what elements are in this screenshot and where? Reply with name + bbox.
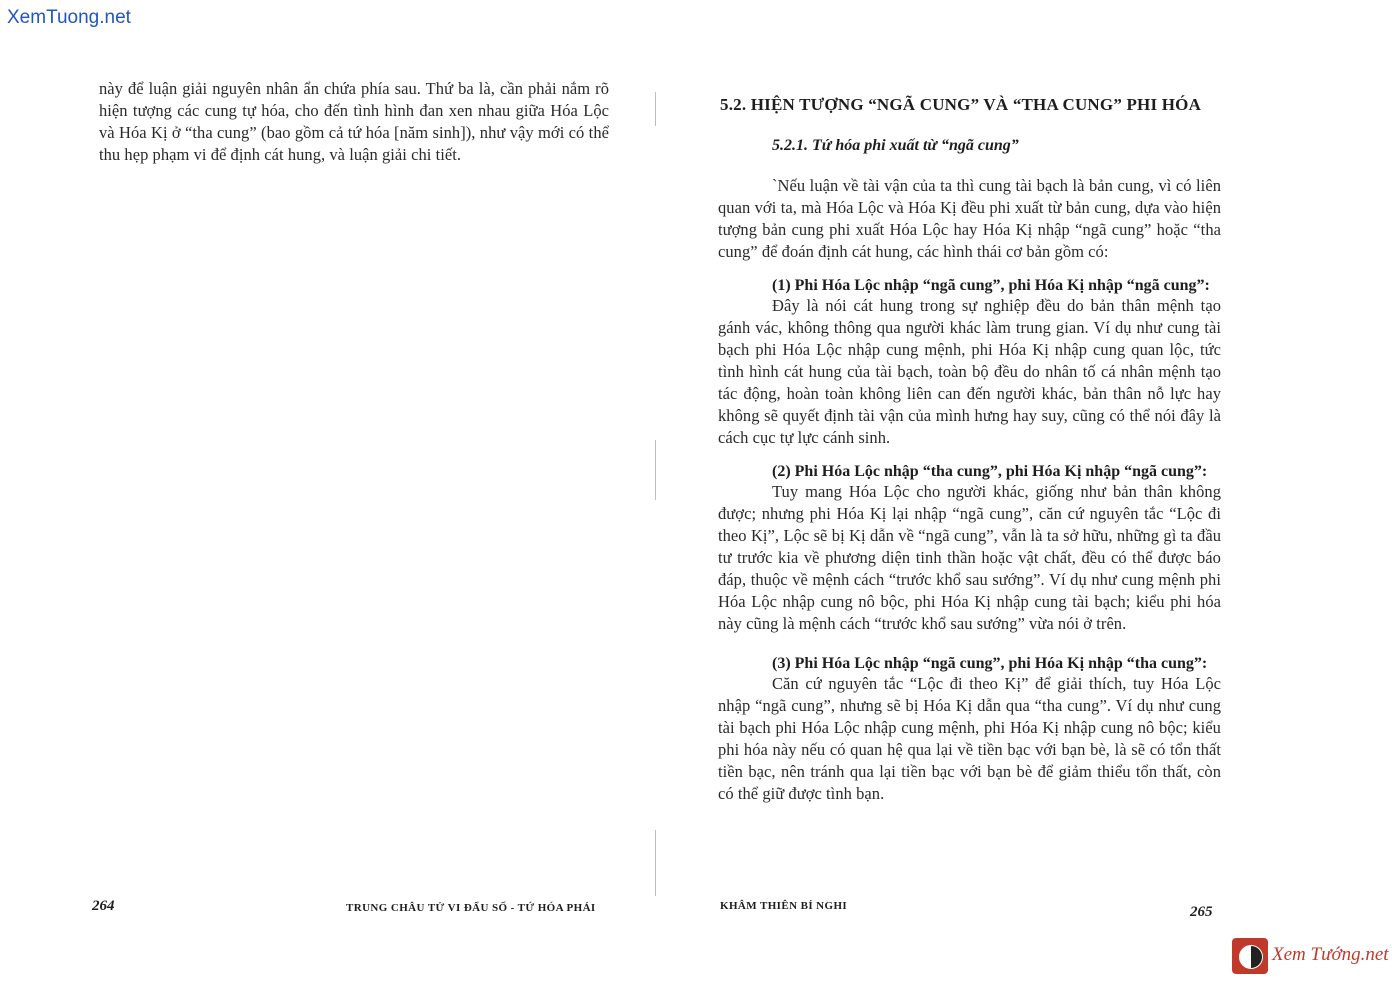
item-heading: (1) Phi Hóa Lộc nhập “ngã cung”, phi Hóa Kị nhập “ngã cung”: (772, 277, 1210, 294)
page-fold-mark (655, 92, 656, 126)
item-heading: (2) Phi Hóa Lộc nhập “tha cung”, phi Hóa Kị nhập “ngã cung”: (772, 463, 1208, 480)
right-page (718, 95, 1221, 819)
item-heading: (3) Phi Hóa Lộc nhập “ngã cung”, phi Hóa Kị nhập “tha cung”: (772, 655, 1208, 672)
item-body: Căn cứ nguyên tắc “Lộc đi theo Kị” để giải thích, tuy Hóa Lộc nhập “ngã cung”, nhưng sẽ bị Hóa Kị dẫn qua “tha cung”. Ví dụ như cung tài bạch phi Hóa Lộc nhập cung mệnh, phi Hóa Kị nhập cung nô bộc; kiểu phi hóa này nếu có quan hệ qua lại về tiền bạc với bạn bè, là sẽ có tổn thất tiền bạc, nên tránh qua lại tiền bạc với bạn bè để giảm thiểu tổn thất, còn có thể giữ được tình bạn. (718, 674, 1221, 803)
intro-paragraph: `Nếu luận về tài vận của ta thì cung tài bạch là bản cung, vì có liên quan với ta, mà Hóa Lộc và Hóa Kị đều phi xuất từ bản cung, dựa vào hiện tượng bản cung phi xuất Hóa Lộc hay Hóa Kị nhập “ngã cung” hoặc “tha cung” để đoán định cát hung, các hình thái cơ bản gồm có: (718, 176, 1221, 261)
page-fold-mark (655, 440, 656, 500)
logo-text: Xem Tướng.net (1272, 944, 1389, 965)
subsection-title: 5.2.1. Tứ hóa phi xuất từ “ngã cung” (772, 137, 1019, 154)
intro-block (718, 175, 1221, 263)
list-item (718, 463, 1221, 635)
left-page-paragraph: này để luận giải nguyên nhân ẩn chứa phía sau. Thứ ba là, cần phải nắm rõ hiện tượng các cung tự hóa, cho đến tình hình đan xen nhau giữa Hóa Lộc và Hóa Kị ở “tha cung” (bao gồm cả tứ hóa [năm sinh]), như vậy mới có thể thu hẹp phạm vi để định cát hung, và luận giải chi tiết. (99, 79, 609, 164)
list-item (718, 277, 1221, 449)
section-title: 5.2. HIỆN TƯỢNG “NGÃ CUNG” VÀ “THA CUNG” PHI HÓA (720, 95, 1202, 114)
left-page (99, 78, 609, 166)
site-watermark[interactable]: XemTuong.net (7, 7, 131, 28)
right-running-head: KHÂM THIÊN BÍ NGHI (720, 900, 848, 912)
list-item (718, 655, 1221, 805)
left-running-head: TRUNG CHÂU TỬ VI ĐẨU SỐ - TỨ HÓA PHÁI (346, 902, 596, 914)
yin-yang-icon (1239, 945, 1263, 969)
logo-badge (1232, 938, 1268, 974)
right-page-number: 265 (1190, 904, 1213, 920)
site-logo[interactable] (1232, 938, 1388, 978)
item-body: Tuy mang Hóa Lộc cho người khác, giống như bản thân không được; nhưng phi Hóa Kị lại nhập “ngã cung”, căn cứ nguyên tắc “Lộc đi theo Kị”, Lộc sẽ bị Kị dẫn về “ngã cung”, vẫn là ta sở hữu, những gì ta đầu tư trước kia về phương diện tinh thần hoặc vật chất, đều có thể được báo đáp, thuộc về mệnh cách “trước khổ sau sướng”. Ví dụ như cung mệnh phi Hóa Lộc nhập cung nô bộc, phi Hóa Kị nhập cung tài bạch; kiểu phi hóa này cũng là mệnh cách “trước khổ sau sướng” vừa nói ở trên. (718, 482, 1221, 633)
item-body: Đây là nói cát hung trong sự nghiệp đều do bản thân mệnh tạo gánh vác, không thông qua người khác làm trung gian. Ví dụ như cung tài bạch phi Hóa Lộc nhập cung mệnh, phi Hóa Kị nhập cung quan lộc, tức tình hình cát hung của tài bạch, toàn bộ đều do nhân tố cá nhân mệnh tạo tác động, hoàn toàn không liên can đến người khác, bản thân nỗ lực hay không sẽ quyết định tài vận của mình hưng hay suy, cũng có thể nói đây là cách cục tự lực cánh sinh. (718, 296, 1221, 447)
page-fold-mark (655, 830, 656, 896)
left-page-number: 264 (92, 898, 115, 914)
